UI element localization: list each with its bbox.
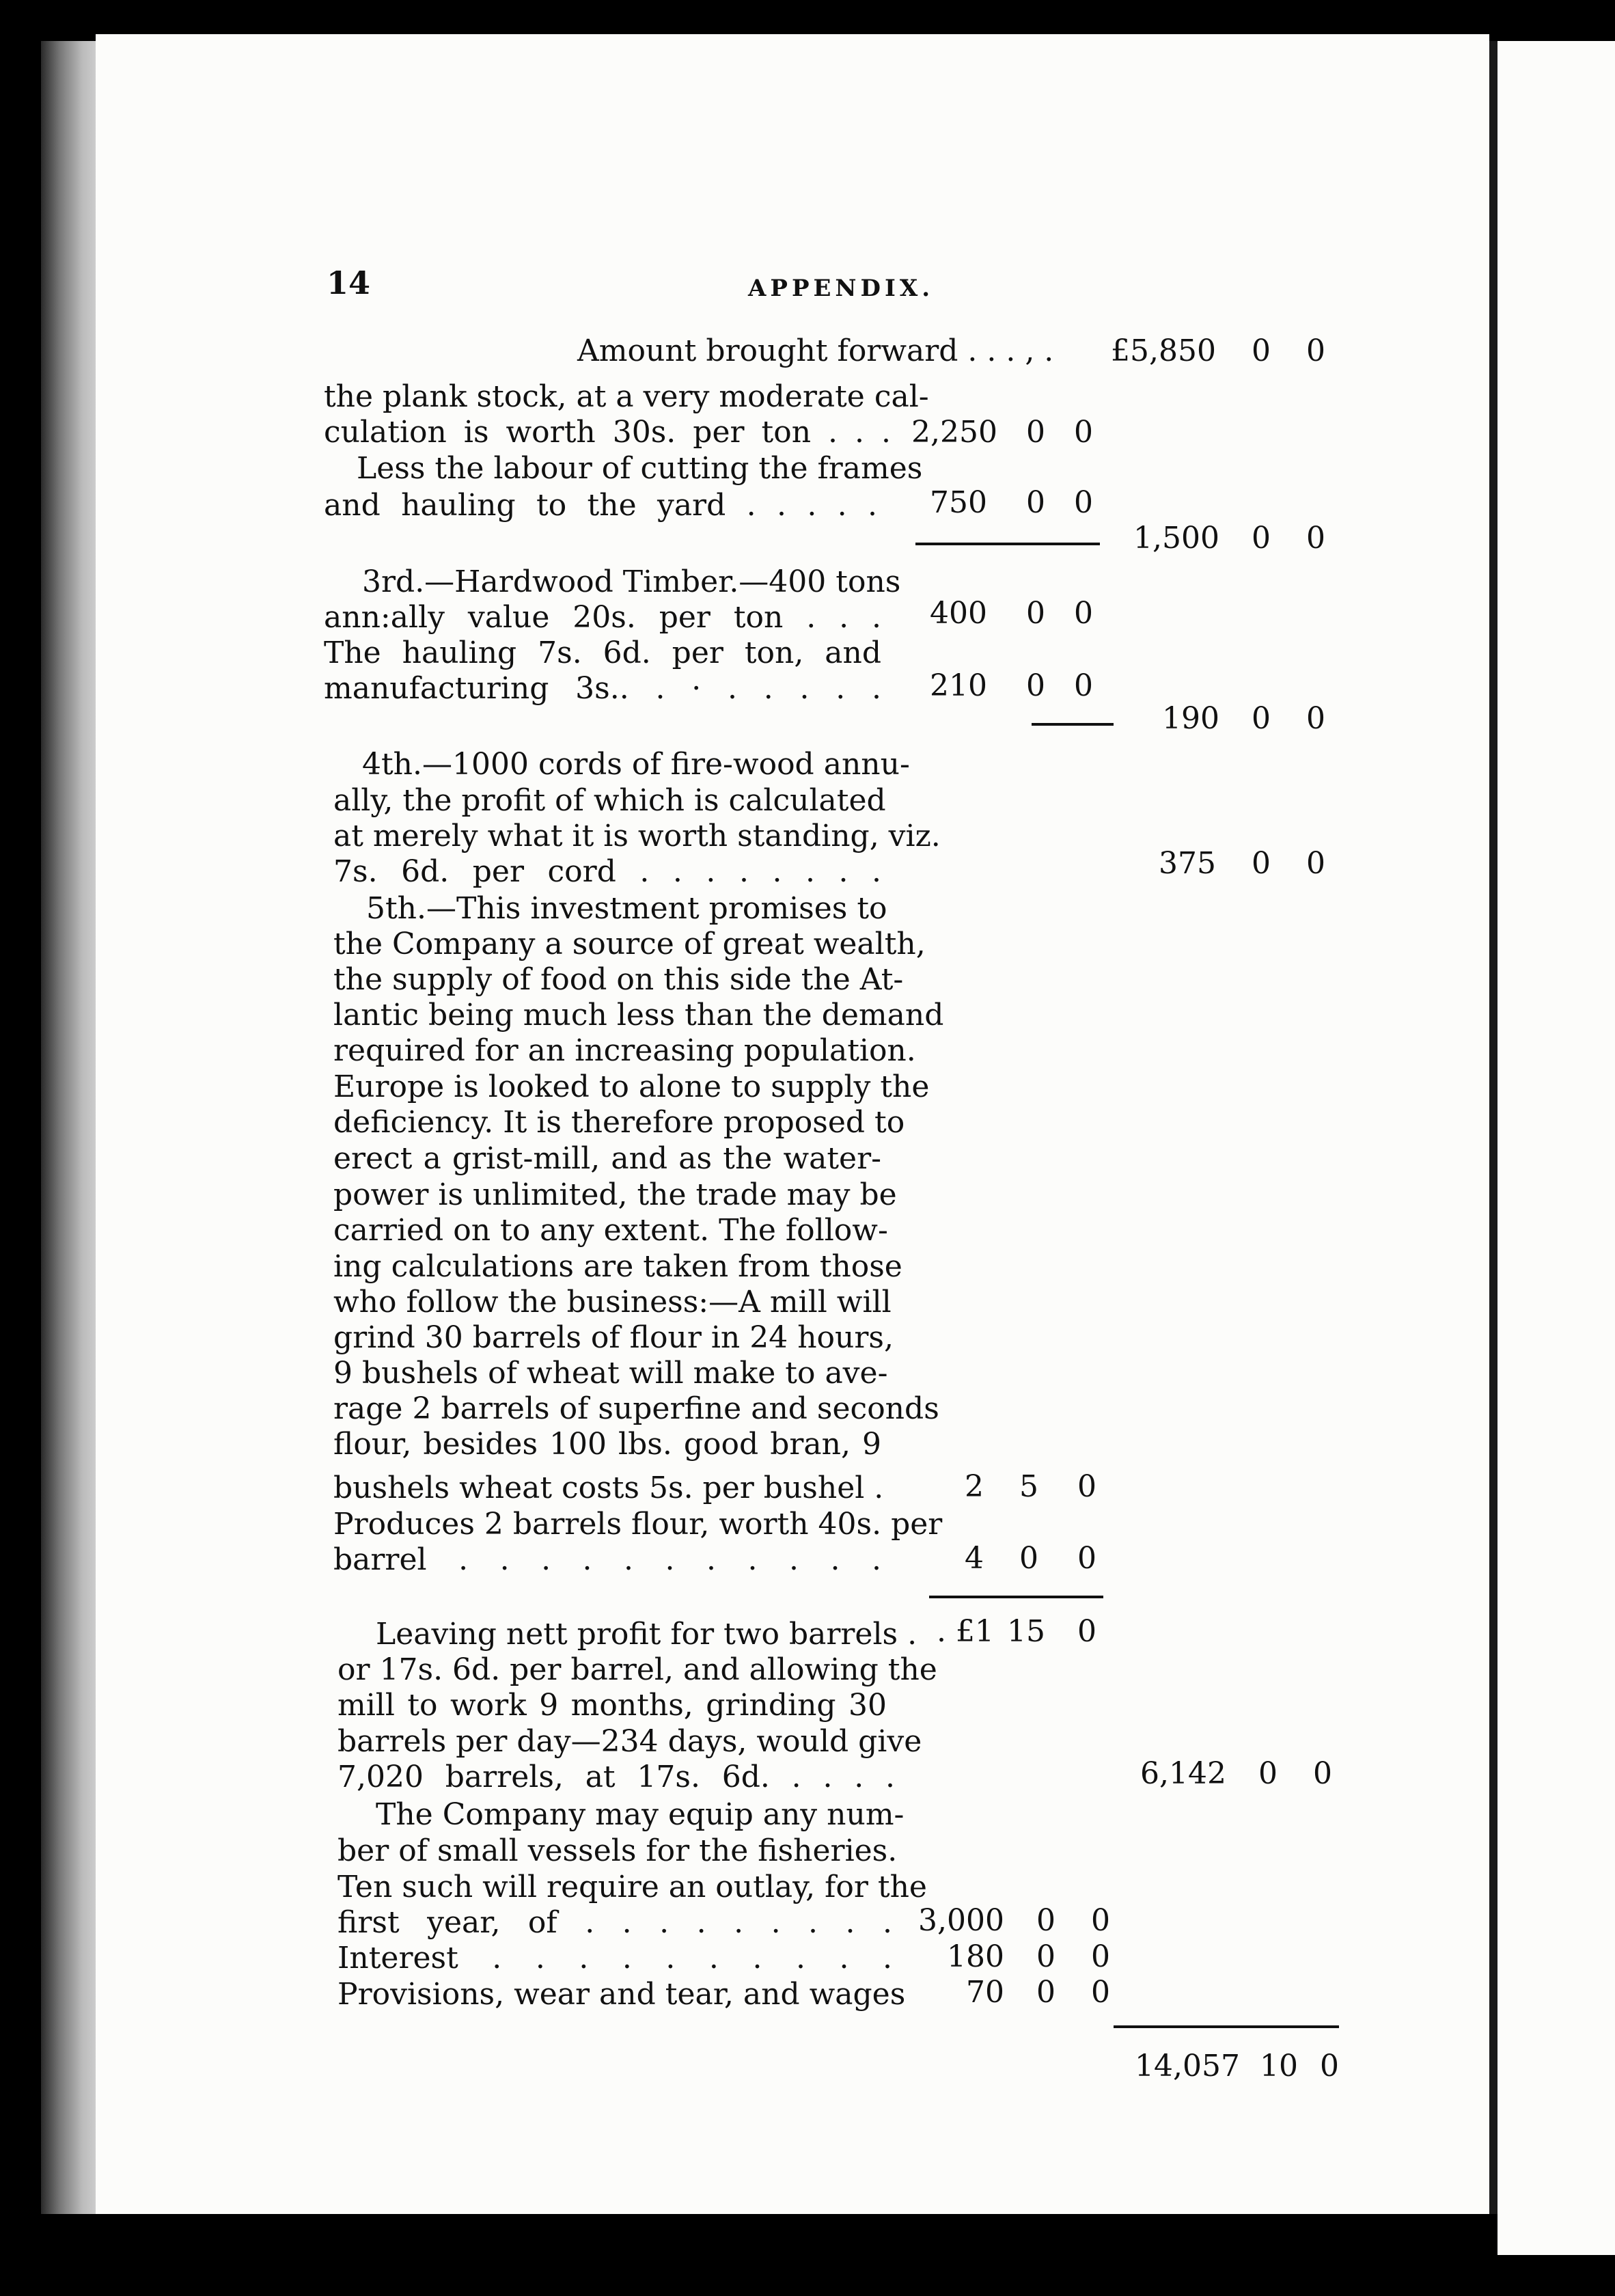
outlay-pounds: 3,000 xyxy=(918,1903,1004,1938)
fisheries-line-2: ber of small vessels for the fisheries. xyxy=(337,1833,898,1868)
scan-border-top xyxy=(0,0,1615,27)
plank-line-4: and hauling to the yard . . . . . xyxy=(324,488,877,523)
profit-line-5: 7,020 barrels, at 17s. 6d. . . . . xyxy=(337,1760,895,1794)
plank-total-pence: 0 xyxy=(1306,521,1325,556)
nett-profit-pounds: . £1 xyxy=(937,1614,994,1649)
mill-line-3: the supply of food on this side the At- xyxy=(333,962,904,997)
flour-value-shillings: 0 xyxy=(1019,1541,1038,1576)
mill-line-12: who follow the business:—A mill will xyxy=(333,1285,892,1320)
labour-pounds: 750 xyxy=(930,485,987,520)
flour-value-pounds: 4 xyxy=(965,1541,984,1576)
fisheries-line-5: Interest . . . . . . . . . . xyxy=(337,1941,892,1976)
page-number: 14 xyxy=(327,264,371,301)
wheat-cost-pence: 0 xyxy=(1077,1469,1096,1504)
interest-shillings: 0 xyxy=(1036,1939,1055,1974)
plank-total-pounds: 1,500 xyxy=(1133,521,1219,556)
total-rule xyxy=(1114,2025,1339,2028)
provisions-pounds: 70 xyxy=(966,1975,1004,2010)
mill-line-10: carried on to any extent. The follow- xyxy=(333,1213,888,1248)
mill-line-19: barrel . . . . . . . . . . . xyxy=(333,1542,881,1577)
grand-total-pence: 0 xyxy=(1320,2049,1339,2083)
plank-line-2: culation is worth 30s. per ton . . . xyxy=(324,415,891,450)
hardwood-line-2: ann:ally value 20s. per ton . . . xyxy=(324,600,881,635)
hauling-shillings: 0 xyxy=(1026,668,1045,703)
nett-profit-shillings: 15 xyxy=(1007,1614,1045,1649)
plank-value-pence: 0 xyxy=(1074,415,1093,450)
mill-total-pence: 0 xyxy=(1313,1756,1332,1791)
plank-value-pounds: 2,250 xyxy=(911,415,997,450)
interest-pounds: 180 xyxy=(947,1939,1004,1974)
hardwood-total-pounds: 190 xyxy=(1162,701,1219,736)
forward-shillings: 0 xyxy=(1252,333,1271,368)
firewood-total-shillings: 0 xyxy=(1252,846,1271,881)
mill-line-7: deficiency. It is therefore proposed to xyxy=(333,1105,905,1140)
wheat-cost-shillings: 5 xyxy=(1019,1469,1038,1504)
hardwood-line-4: manufacturing 3s.. . · . . . . . xyxy=(324,671,881,706)
firewood-total-pence: 0 xyxy=(1306,846,1325,881)
profit-line-4: barrels per day—234 days, would give xyxy=(337,1724,922,1759)
mill-line-13: grind 30 barrels of flour in 24 hours, xyxy=(333,1320,894,1355)
fisheries-line-3: Ten such will require an outlay, for the xyxy=(337,1870,927,1904)
mill-line-15: rage 2 barrels of superfine and seconds xyxy=(333,1391,939,1426)
profit-line-1: Leaving nett profit for two barrels . xyxy=(376,1617,917,1652)
profit-line-3: mill to work 9 months, grinding 30 xyxy=(337,1688,887,1723)
hardwood-value-pence: 0 xyxy=(1074,596,1093,631)
fisheries-line-4: first year, of . . . . . . . . . xyxy=(337,1905,892,1940)
plank-line-3: Less the labour of cutting the frames xyxy=(357,451,923,486)
mill-line-5: required for an increasing population. xyxy=(333,1033,916,1068)
forward-pence: 0 xyxy=(1306,333,1325,368)
firewood-line-3: at merely what it is worth standing, viz. xyxy=(333,819,941,853)
firewood-line-1: 4th.—1000 cords of fire-wood annu- xyxy=(362,747,910,782)
fisheries-line-1: The Company may equip any num- xyxy=(376,1797,905,1832)
firewood-line-2: ally, the profit of which is calculated xyxy=(333,783,886,818)
mill-total-pounds: 6,142 xyxy=(1140,1756,1226,1791)
sum-rule xyxy=(915,543,1100,545)
plank-line-1: the plank stock, at a very moderate cal- xyxy=(324,379,929,414)
hardwood-total-pence: 0 xyxy=(1306,701,1325,736)
mill-line-18: Produces 2 barrels flour, worth 40s. per xyxy=(333,1507,943,1542)
plank-total-shillings: 0 xyxy=(1252,521,1271,556)
provisions-shillings: 0 xyxy=(1036,1975,1055,2010)
running-title: APPENDIX. xyxy=(748,275,935,302)
fisheries-line-6: Provisions, wear and tear, and wages xyxy=(337,1977,906,2012)
mill-line-8: erect a grist-mill, and as the water- xyxy=(333,1141,881,1176)
hauling-pounds: 210 xyxy=(930,668,987,703)
sum-rule xyxy=(929,1596,1103,1598)
plank-value-shillings: 0 xyxy=(1026,415,1045,450)
mill-line-9: power is unlimited, the trade may be xyxy=(333,1177,897,1212)
profit-line-2: or 17s. 6d. per barrel, and allowing the xyxy=(337,1652,937,1687)
mill-line-11: ing calculations are taken from those xyxy=(333,1249,902,1284)
firewood-line-4: 7s. 6d. per cord . . . . . . . . xyxy=(333,854,881,889)
mill-line-4: lantic being much less than the demand xyxy=(333,998,944,1033)
firewood-total-pounds: 375 xyxy=(1159,846,1216,881)
mill-line-2: the Company a source of great wealth, xyxy=(333,927,926,961)
hauling-pence: 0 xyxy=(1074,668,1093,703)
grand-total-pounds: 14,057 xyxy=(1135,2049,1240,2083)
next-page-strip xyxy=(1497,41,1615,2255)
labour-shillings: 0 xyxy=(1026,485,1045,520)
flour-value-pence: 0 xyxy=(1077,1541,1096,1576)
sum-rule xyxy=(1032,723,1114,726)
page-edge xyxy=(1489,41,1497,2214)
nett-profit-pence: 0 xyxy=(1077,1614,1096,1649)
provisions-pence: 0 xyxy=(1091,1975,1110,2010)
forward-label: Amount brought forward . . . , . xyxy=(577,333,1054,368)
hardwood-line-1: 3rd.—Hardwood Timber.—400 tons xyxy=(362,564,901,599)
scan-border-bottom xyxy=(0,2255,1615,2296)
hardwood-total-shillings: 0 xyxy=(1252,701,1271,736)
hardwood-value-shillings: 0 xyxy=(1026,596,1045,631)
interest-pence: 0 xyxy=(1091,1939,1110,1974)
hardwood-line-3: The hauling 7s. 6d. per ton, and xyxy=(324,636,881,670)
grand-total-shillings: 10 xyxy=(1260,2049,1298,2083)
forward-pounds: £5,850 xyxy=(1111,333,1216,368)
mill-line-16: flour, besides 100 lbs. good bran, 9 xyxy=(333,1427,881,1462)
mill-line-17: bushels wheat costs 5s. per bushel . xyxy=(333,1471,884,1505)
labour-pence: 0 xyxy=(1074,485,1093,520)
outlay-shillings: 0 xyxy=(1036,1903,1055,1938)
mill-line-6: Europe is looked to alone to supply the xyxy=(333,1069,930,1104)
hardwood-value-pounds: 400 xyxy=(930,596,987,631)
wheat-cost-pounds: 2 xyxy=(965,1469,984,1504)
mill-total-shillings: 0 xyxy=(1258,1756,1278,1791)
outlay-pence: 0 xyxy=(1091,1903,1110,1938)
mill-line-1: 5th.—This investment promises to xyxy=(366,891,887,926)
mill-line-14: 9 bushels of wheat will make to ave- xyxy=(333,1356,888,1391)
